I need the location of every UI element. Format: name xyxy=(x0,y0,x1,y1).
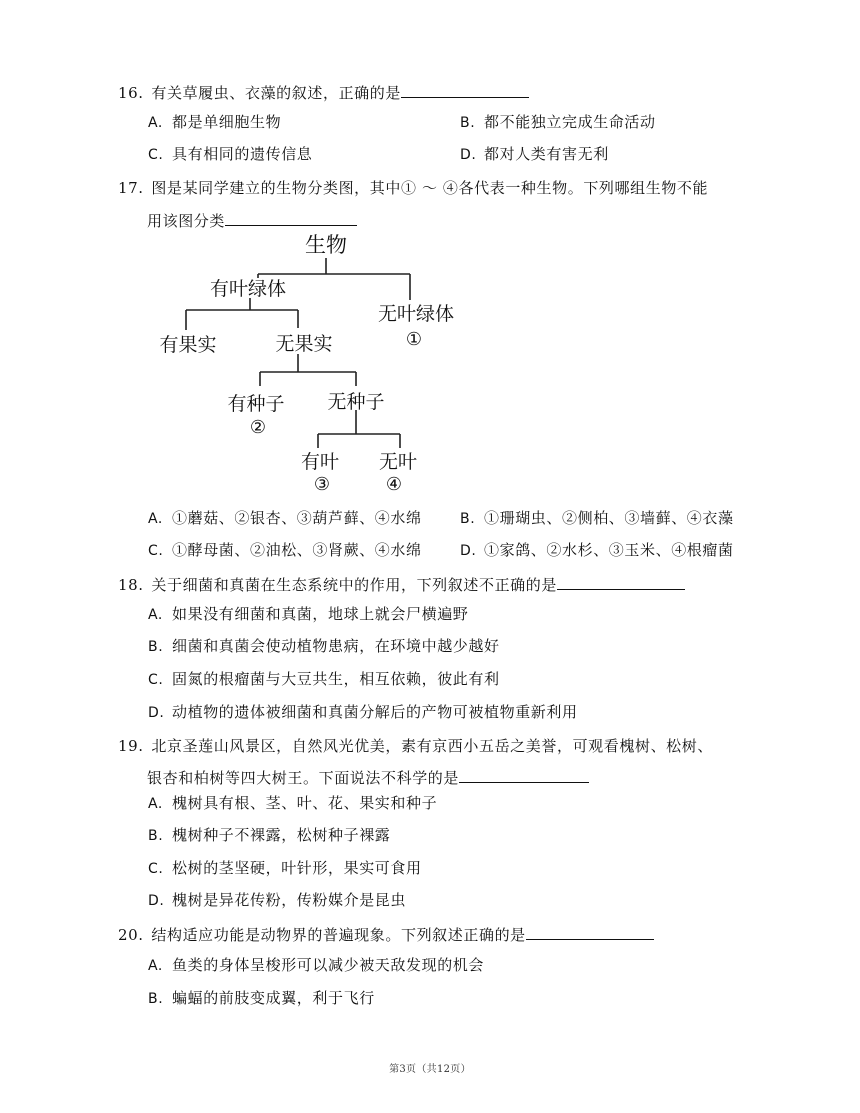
option-text: 槐树种子不裸露，松树种子裸露 xyxy=(172,826,391,844)
q17-option-c xyxy=(148,540,422,561)
q18-option-d xyxy=(148,702,578,723)
q16-option-a xyxy=(148,112,281,133)
mark-4: ④ xyxy=(385,474,403,495)
q16-option-c xyxy=(148,144,312,165)
node-root: 生物 xyxy=(305,233,347,257)
q19-option-a xyxy=(148,793,437,814)
q20-option-b xyxy=(148,988,375,1009)
option-label: D. xyxy=(460,543,477,559)
option-label: D. xyxy=(460,147,477,163)
q18-option-c xyxy=(148,669,500,690)
option-text: 固氮的根瘤菌与大豆共生，相互依赖，彼此有利 xyxy=(172,670,500,688)
option-text: 都不能独立完成生命活动 xyxy=(484,113,656,131)
q19-option-c xyxy=(148,858,422,879)
q18-stem: 关于细菌和真菌在生态系统中的作用，下列叙述不正确的是 xyxy=(151,576,557,594)
q19-stem-line2-text: 银杏和柏树等四大树王。下面说法不科学的是 xyxy=(147,769,460,787)
option-text: ①酵母菌、②油松、③肾蕨、④水绵 xyxy=(172,541,422,559)
q19-stem-line1-text: 北京圣莲山风景区，自然风光优美，素有京西小五岳之美誉，可观看槐树、松树、 xyxy=(151,737,713,755)
q19-answer-blank[interactable] xyxy=(459,767,589,783)
q19-option-d xyxy=(148,890,406,911)
option-label: B. xyxy=(148,639,164,655)
q19-option-b xyxy=(148,825,390,846)
mark-3: ③ xyxy=(313,474,331,495)
node-no-fruit: 无果实 xyxy=(275,333,333,355)
option-text: 如果没有细菌和真菌，地球上就会尸横遍野 xyxy=(172,605,469,623)
option-label: D. xyxy=(148,705,165,721)
node-no-chlorophyll: 无叶绿体 xyxy=(377,303,455,325)
mark-2: ② xyxy=(249,417,267,438)
option-text: 细菌和真菌会使动植物患病，在环境中越少越好 xyxy=(172,637,500,655)
option-text: 动植物的遗体被细菌和真菌分解后的产物可被植物重新利用 xyxy=(172,703,578,721)
node-has-leaf: 有叶 xyxy=(300,451,340,473)
option-label: A. xyxy=(148,607,163,623)
node-has-seed: 有种子 xyxy=(227,393,285,415)
option-label: A. xyxy=(148,796,163,812)
q17-answer-blank[interactable] xyxy=(225,210,357,226)
q16-stem: 有关草履虫、衣藻的叙述，正确的是 xyxy=(151,84,401,102)
option-text: 槐树具有根、茎、叶、花、果实和种子 xyxy=(172,794,438,812)
node-has-chlorophyll: 有叶绿体 xyxy=(209,278,287,300)
q16-stem-line xyxy=(118,82,529,103)
q16-option-b xyxy=(460,112,656,133)
classification-diagram xyxy=(148,228,468,496)
mark-1: ① xyxy=(405,329,423,350)
option-text: 松树的茎坚硬，叶针形，果实可食用 xyxy=(172,859,422,877)
option-label: B. xyxy=(148,828,164,844)
q17-option-a xyxy=(148,508,422,529)
option-label: B. xyxy=(460,511,476,527)
q20-option-a xyxy=(148,955,484,976)
option-text: 都是单细胞生物 xyxy=(172,113,282,131)
option-text: 蝙蝠的前肢变成翼，利于飞行 xyxy=(172,989,375,1007)
option-label: B. xyxy=(460,115,476,131)
option-text: ①家鸽、②水杉、③玉米、④根瘤菌 xyxy=(484,541,734,559)
q20-number: 20. xyxy=(118,926,144,944)
option-label: A. xyxy=(148,115,163,131)
option-label: C. xyxy=(148,543,164,559)
q19-stem-line2 xyxy=(147,767,589,788)
q17-stem-line2-text: 用该图分类 xyxy=(147,212,226,230)
option-text: ①珊瑚虫、②侧柏、③墙藓、④衣藻 xyxy=(484,509,734,527)
option-label: C. xyxy=(148,672,164,688)
q17-stem-line1 xyxy=(118,178,708,198)
q18-number: 18. xyxy=(118,576,144,594)
option-label: C. xyxy=(148,147,164,163)
option-label: A. xyxy=(148,958,163,974)
q17-number: 17. xyxy=(118,179,144,197)
q20-stem: 结构适应功能是动物界的普遍现象。下列叙述正确的是 xyxy=(151,926,526,944)
q16-number: 16. xyxy=(118,84,144,102)
q17-stem-line1-text: 图是某同学建立的生物分类图，其中① ～ ④各代表一种生物。下列哪组生物不能 xyxy=(151,179,709,197)
option-label: C. xyxy=(148,861,164,877)
q18-stem-line xyxy=(118,574,685,595)
q20-answer-blank[interactable] xyxy=(526,924,654,940)
option-label: A. xyxy=(148,511,163,527)
q18-option-a xyxy=(148,604,468,625)
node-no-leaf: 无叶 xyxy=(378,451,418,473)
option-text: 都对人类有害无利 xyxy=(484,145,609,163)
option-label: D. xyxy=(148,893,165,909)
node-has-fruit: 有果实 xyxy=(159,334,217,356)
option-text: 槐树是异花传粉，传粉媒介是昆虫 xyxy=(172,891,407,909)
q18-option-b xyxy=(148,636,500,657)
q17-option-b xyxy=(460,508,734,529)
q19-number: 19. xyxy=(118,737,144,755)
q16-option-d xyxy=(460,144,609,165)
q20-stem-line xyxy=(118,924,654,945)
q19-stem-line1 xyxy=(118,736,713,756)
option-text: 鱼类的身体呈梭形可以减少被天敌发现的机会 xyxy=(172,956,485,974)
page-footer: 第3页（共12页） xyxy=(389,1064,471,1075)
q16-answer-blank[interactable] xyxy=(401,82,529,98)
q18-answer-blank[interactable] xyxy=(557,574,685,590)
option-label: B. xyxy=(148,991,164,1007)
node-no-seed: 无种子 xyxy=(327,391,385,413)
option-text: ①蘑菇、②银杏、③葫芦藓、④水绵 xyxy=(172,509,422,527)
option-text: 具有相同的遗传信息 xyxy=(172,145,313,163)
q17-option-d xyxy=(460,540,734,561)
